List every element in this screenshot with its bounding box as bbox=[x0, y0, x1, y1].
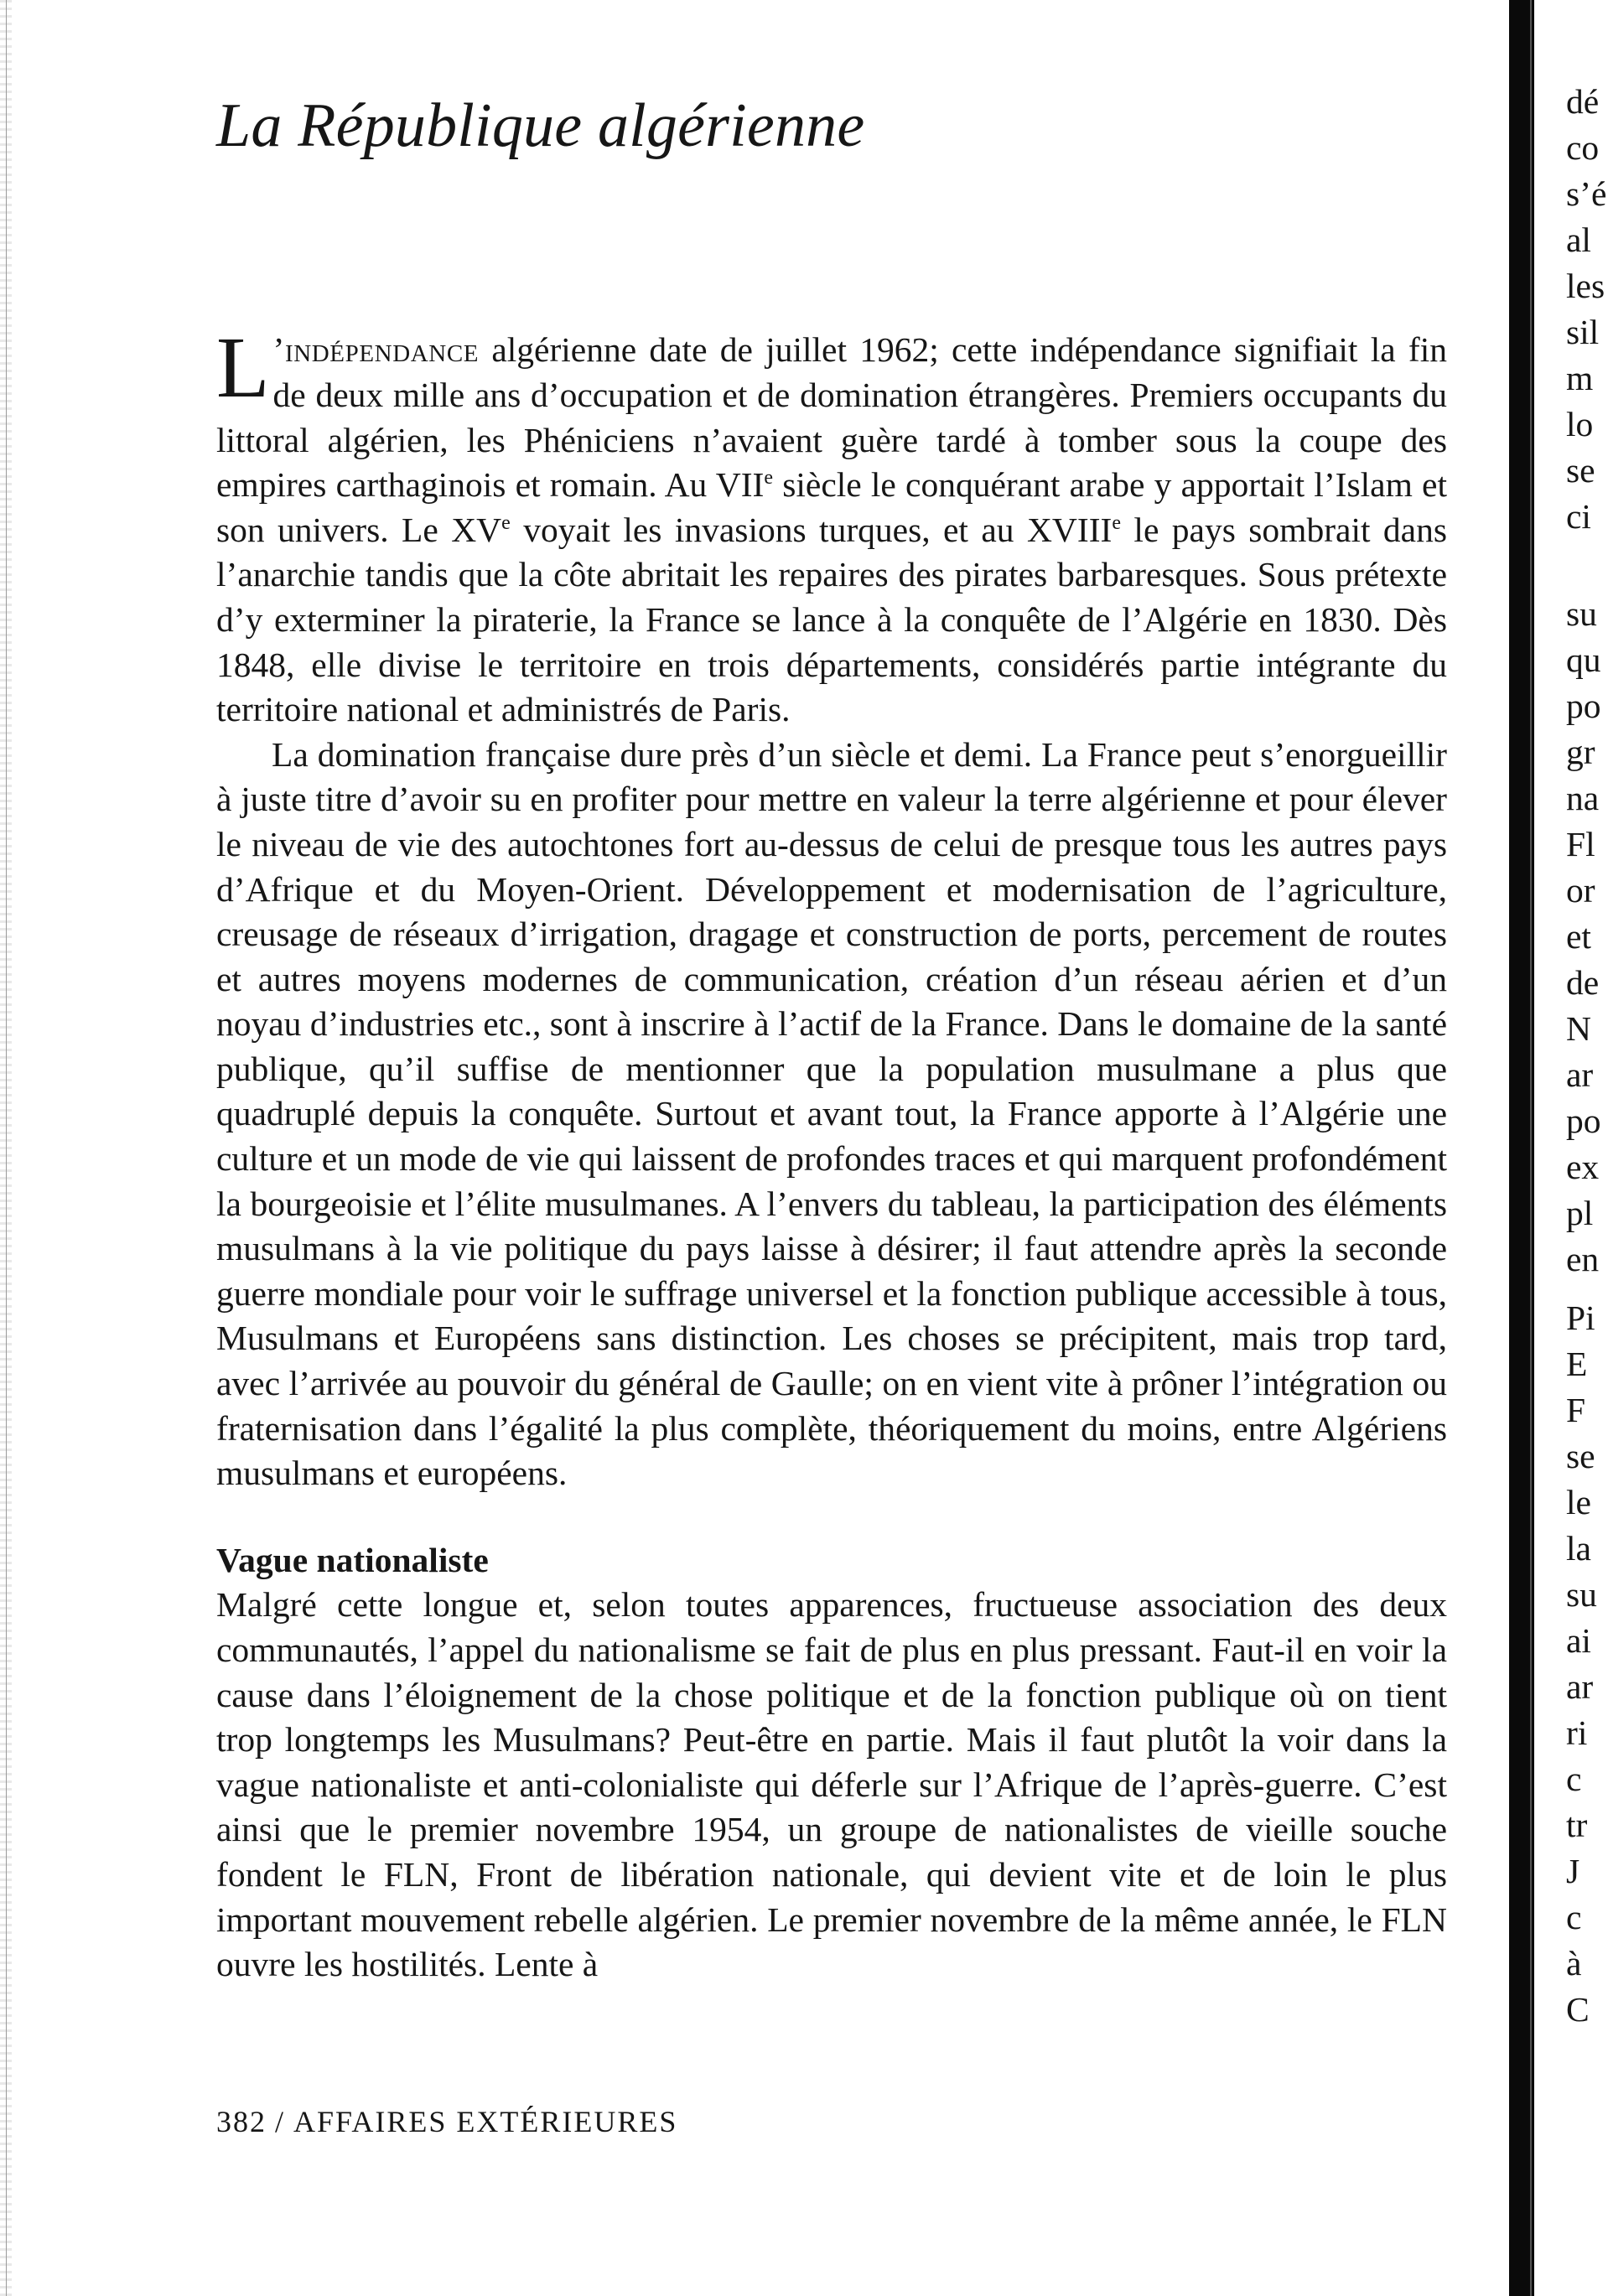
adjacent-page-fragment: N bbox=[1566, 1009, 1591, 1048]
adjacent-page-fragment: co bbox=[1566, 128, 1600, 167]
lead-text bbox=[216, 319, 1448, 729]
adjacent-page-fragment: su bbox=[1566, 594, 1597, 633]
page-footer bbox=[216, 2104, 677, 2139]
lead-text-segment: siècle le conquérant arabe y apportait l’Islam et son univers. Le XV bbox=[216, 465, 1448, 549]
adjacent-page-fragment: C bbox=[1566, 1990, 1590, 2029]
gutter-line bbox=[1530, 0, 1532, 2296]
adjacent-page-fragment: ci bbox=[1566, 497, 1591, 536]
adjacent-page-fragment: s’é bbox=[1566, 174, 1607, 213]
footer-separator: / bbox=[275, 2105, 286, 2138]
adjacent-page-fragment: po bbox=[1566, 1101, 1601, 1140]
adjacent-page-fragment: en bbox=[1566, 1240, 1600, 1278]
section-heading: Vague nationaliste bbox=[216, 1540, 489, 1579]
adjacent-page-fragment: de bbox=[1566, 963, 1600, 1002]
adjacent-page-fragment: se bbox=[1566, 451, 1595, 490]
ordinal-superscript: e bbox=[1112, 511, 1122, 534]
adjacent-page-fragment: qu bbox=[1566, 640, 1601, 679]
paragraph-2: La domination française dure près d’un siècle et demi. La France peut s’enorgueillir à juste titre d’avoir su en profiter pour mettre en valeur la terre algérienne et pour élever le niveau de vie des autochtones fort au-dessus de celui de presque tous les autres pays d’Afrique et du Moyen-Orient. Développement et modernisation de l’agriculture, creusage de réseaux d’irrigation, dragage et construction de ports, percement de routes et autres moyens modernes de communication, création d’un réseau aérien et d’un noyau d’industries etc., sont à inscrire à l’actif de la France. Dans le domaine de la santé publique, qu’il suffise de mentionner que la population musulmane a plus que quadruplé depuis la conquête. Surtout et avant tout, la France apporte à l’Algérie une culture et un mode de vie qui laissent de profondes traces et qui marquent profondément la bourgeoisie et l’élite musulmanes. A l’envers du tableau, la participation des éléments musulmans à la vie politique du pays laisse à désirer; il faut attendre après la seconde guerre mondiale pour voir le suffrage universel et la fonction publique accessible à tous, Musulmans et Européens sans distinction. Les choses se précipitent, mais trop tard, avec l’arrivée au pouvoir du général de Gaulle; on en vient vite à prôner l’intégration ou fraternisation dans l’égalité la plus complète, théoriquement du moins, entre Algériens musulmans et européens. bbox=[216, 734, 1447, 1493]
lead-paragraph bbox=[216, 319, 1448, 732]
adjacent-page-fragment: ai bbox=[1566, 1621, 1591, 1660]
adjacent-page-fragment: na bbox=[1566, 779, 1600, 817]
adjacent-page-fragment: ri bbox=[1566, 1713, 1588, 1752]
article-title: La République algérienne bbox=[216, 91, 865, 160]
adjacent-page-column bbox=[1566, 0, 1608, 2296]
page-number: 382 bbox=[216, 2105, 267, 2138]
adjacent-page-fragment: la bbox=[1566, 1529, 1591, 1568]
lead-text-segment: algérienne date de juillet 1962; cette indépendance signifiait la fin de deux mille ans d’occupation et de domination étrangères. Premiers occupants du littoral algérien, les Phéniciens n’avaient guère tardé à tomber sous la coupe des empires carthaginois et romain. Au VII bbox=[216, 330, 1447, 505]
adjacent-page-fragment: E bbox=[1566, 1345, 1588, 1383]
adjacent-page-fragment: Fl bbox=[1566, 825, 1595, 863]
adjacent-page-fragment: or bbox=[1566, 871, 1595, 910]
adjacent-page-fragment: c bbox=[1566, 1898, 1582, 1936]
article-body bbox=[216, 319, 1448, 1987]
adjacent-page-fragment: sil bbox=[1566, 313, 1600, 351]
adjacent-page-fragment: ar bbox=[1566, 1055, 1594, 1094]
adjacent-page-fragment: ex bbox=[1566, 1148, 1600, 1186]
adjacent-page-fragment: Pi bbox=[1566, 1298, 1595, 1337]
adjacent-page-fragment: le bbox=[1566, 1483, 1591, 1521]
adjacent-page-fragment: se bbox=[1566, 1437, 1595, 1475]
adjacent-page-fragment: pl bbox=[1566, 1194, 1594, 1232]
adjacent-page-fragment: tr bbox=[1566, 1806, 1588, 1844]
adjacent-page-fragment: m bbox=[1566, 359, 1594, 397]
journal-name: AFFAIRES EXTÉRIEURES bbox=[293, 2105, 678, 2138]
ordinal-superscript: e bbox=[501, 511, 511, 534]
adjacent-page-fragment: à bbox=[1566, 1944, 1582, 1982]
adjacent-page-fragment: po bbox=[1566, 687, 1601, 725]
adjacent-page-fragment: su bbox=[1566, 1575, 1597, 1614]
adjacent-page-fragment: al bbox=[1566, 220, 1591, 259]
adjacent-page-fragment: J bbox=[1566, 1852, 1580, 1890]
drop-cap: L bbox=[216, 319, 270, 417]
paragraph-3: Malgré cette longue et, selon toutes apparences, fructueuse association des deux communautés, l’appel du nationalisme se fait de plus en plus pressant. Faut-il en voir la cause dans l’éloignement de la chose politique et de la fonction publique où on tient trop longtemps les Musulmans? Peut-être en partie. Mais il faut plutôt la voir dans la vague nationaliste et anti-colonialiste qui déferle sur l’Afrique de l’après-guerre. C’est ainsi que le premier novembre 1954, un groupe de nationalistes de vieille souche fondent le FLN, Front de libération nationale, qui devient vite et de loin le plus important mouvement rebelle algérien. Le premier novembre de la même année, le FLN ouvre les hostilités. Lente à bbox=[216, 1585, 1447, 1984]
adjacent-page-fragment: et bbox=[1566, 917, 1591, 956]
adjacent-page-fragment: ar bbox=[1566, 1667, 1594, 1706]
page-edge-left bbox=[0, 0, 12, 2296]
adjacent-page-fragment: dé bbox=[1566, 82, 1600, 121]
adjacent-page-fragment: c bbox=[1566, 1760, 1582, 1798]
main-column bbox=[216, 92, 1447, 1988]
adjacent-page-fragment: gr bbox=[1566, 733, 1595, 771]
lead-smallcaps: ’indépendance bbox=[272, 330, 480, 370]
lead-text-segment: voyait les invasions turques, et au XVIII bbox=[510, 510, 1113, 549]
adjacent-page-fragment: les bbox=[1566, 267, 1605, 305]
adjacent-page-fragment: F bbox=[1566, 1391, 1586, 1429]
ordinal-superscript: e bbox=[764, 467, 774, 490]
lead-text-segment: le pays sombrait dans l’anarchie tandis que la côte abritait les repaires des pirates barbaresques. Sous prétexte d’y exterminer la piraterie, la France se lance à la conquête de l’Algérie en 1830. Dès 1848, elle divise le territoire en trois départements, considérés partie intégrante du territoire national et administrés de Paris. bbox=[216, 510, 1447, 729]
adjacent-page-fragment: lo bbox=[1566, 405, 1594, 443]
